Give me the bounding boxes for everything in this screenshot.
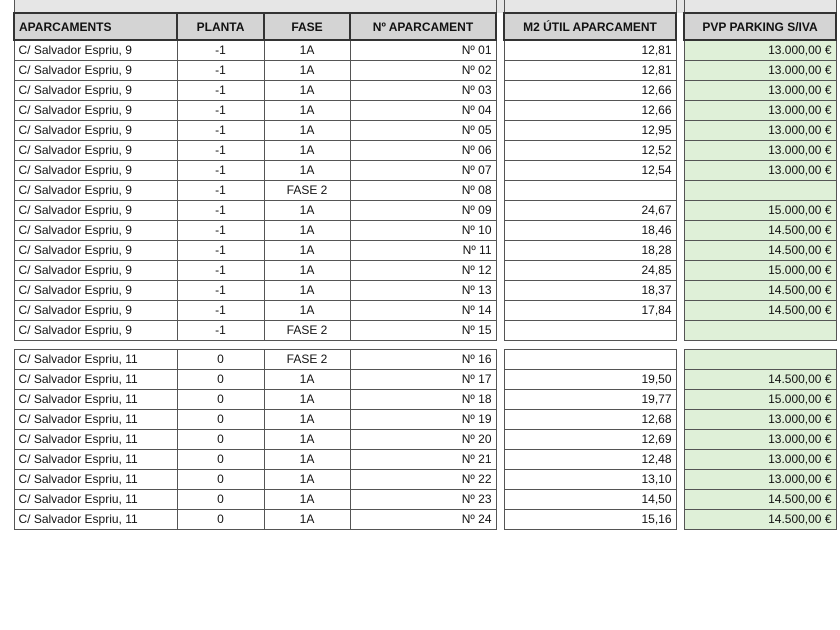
cell-m2: 12,52 [504,140,676,160]
table-row [14,489,836,509]
cell-pvp: 14.500,00 € [684,280,836,300]
cell-numero: Nº 08 [350,180,496,200]
cell-fase: 1A [264,509,350,529]
table-row [14,389,836,409]
cell-numero: Nº 24 [350,509,496,529]
cell-address: C/ Salvador Espriu, 9 [14,160,177,180]
cell-address: C/ Salvador Espriu, 9 [14,100,177,120]
cell-numero: Nº 09 [350,200,496,220]
cell-address: C/ Salvador Espriu, 9 [14,220,177,240]
header-fase: FASE [264,13,350,40]
table-row [14,140,836,160]
cell-address: C/ Salvador Espriu, 9 [14,320,177,340]
cell-m2: 15,16 [504,509,676,529]
cell-m2: 18,46 [504,220,676,240]
cell-planta: -1 [177,280,264,300]
cell-numero: Nº 06 [350,140,496,160]
cell-pvp: 13.000,00 € [684,40,836,60]
cell-pvp: 15.000,00 € [684,200,836,220]
cell-address: C/ Salvador Espriu, 11 [14,489,177,509]
cell-fase: 1A [264,280,350,300]
cell-address: C/ Salvador Espriu, 11 [14,349,177,369]
cell-address: C/ Salvador Espriu, 11 [14,369,177,389]
header-m2: M2 ÚTIL APARCAMENT [504,13,676,40]
header-address: APARCAMENTS [14,13,177,40]
cell-numero: Nº 10 [350,220,496,240]
cell-pvp: 13.000,00 € [684,409,836,429]
table-row [14,240,836,260]
header-numero: Nº APARCAMENT [350,13,496,40]
cell-m2: 12,66 [504,100,676,120]
cell-address: C/ Salvador Espriu, 9 [14,280,177,300]
parking-table [13,0,837,530]
cell-pvp: 14.500,00 € [684,220,836,240]
table-row [14,40,836,60]
cell-numero: Nº 17 [350,369,496,389]
table-row [14,80,836,100]
cell-fase: FASE 2 [264,180,350,200]
cell-fase: 1A [264,260,350,280]
cell-fase: 1A [264,60,350,80]
table-row [14,509,836,529]
cell-pvp: 13.000,00 € [684,140,836,160]
cell-pvp: 13.000,00 € [684,80,836,100]
cell-address: C/ Salvador Espriu, 9 [14,120,177,140]
cell-pvp: 14.500,00 € [684,509,836,529]
header-row [14,13,836,40]
cell-pvp [684,180,836,200]
cell-numero: Nº 19 [350,409,496,429]
cell-pvp: 13.000,00 € [684,429,836,449]
cell-pvp: 13.000,00 € [684,469,836,489]
cell-address: C/ Salvador Espriu, 9 [14,200,177,220]
cell-fase: 1A [264,240,350,260]
cell-planta: 0 [177,429,264,449]
cell-m2 [504,180,676,200]
cell-planta: 0 [177,469,264,489]
cell-fase: 1A [264,200,350,220]
cell-numero: Nº 14 [350,300,496,320]
cell-numero: Nº 11 [350,240,496,260]
cell-fase: 1A [264,369,350,389]
cell-planta: 0 [177,449,264,469]
cell-address: C/ Salvador Espriu, 11 [14,509,177,529]
table-row [14,469,836,489]
cell-m2: 12,48 [504,449,676,469]
cell-numero: Nº 18 [350,389,496,409]
cell-m2: 13,10 [504,469,676,489]
cell-m2: 17,84 [504,300,676,320]
cell-m2: 19,50 [504,369,676,389]
cell-m2: 24,67 [504,200,676,220]
table-row [14,369,836,389]
table-row [14,409,836,429]
cell-planta: -1 [177,260,264,280]
table-row [14,320,836,340]
table-row [14,280,836,300]
cell-address: C/ Salvador Espriu, 9 [14,300,177,320]
cell-numero: Nº 23 [350,489,496,509]
cell-address: C/ Salvador Espriu, 11 [14,449,177,469]
group-separator [14,340,836,349]
cell-pvp: 15.000,00 € [684,260,836,280]
cell-planta: -1 [177,60,264,80]
cell-address: C/ Salvador Espriu, 9 [14,60,177,80]
cell-fase: 1A [264,489,350,509]
cell-numero: Nº 20 [350,429,496,449]
cell-address: C/ Salvador Espriu, 9 [14,260,177,280]
cell-planta: -1 [177,300,264,320]
cell-pvp: 13.000,00 € [684,120,836,140]
table-row [14,60,836,80]
cell-planta: -1 [177,200,264,220]
cell-m2: 18,28 [504,240,676,260]
cell-numero: Nº 02 [350,60,496,80]
cell-fase: 1A [264,40,350,60]
cell-fase: 1A [264,80,350,100]
cell-pvp: 15.000,00 € [684,389,836,409]
header-pvp: PVP PARKING S/IVA [684,13,836,40]
cell-address: C/ Salvador Espriu, 9 [14,240,177,260]
cell-m2: 12,69 [504,429,676,449]
cell-planta: -1 [177,160,264,180]
table-row [14,449,836,469]
cell-fase: 1A [264,220,350,240]
header-planta: PLANTA [177,13,264,40]
cell-pvp: 14.500,00 € [684,300,836,320]
cell-numero: Nº 21 [350,449,496,469]
cell-m2: 12,66 [504,80,676,100]
cell-m2: 24,85 [504,260,676,280]
cell-numero: Nº 16 [350,349,496,369]
cell-fase: 1A [264,140,350,160]
cell-planta: -1 [177,220,264,240]
cell-fase: 1A [264,120,350,140]
cell-planta: 0 [177,509,264,529]
cell-numero: Nº 07 [350,160,496,180]
table-row [14,180,836,200]
cell-address: C/ Salvador Espriu, 11 [14,409,177,429]
cell-fase: 1A [264,469,350,489]
table-row [14,220,836,240]
cell-m2 [504,349,676,369]
table-row [14,100,836,120]
cell-address: C/ Salvador Espriu, 11 [14,469,177,489]
cell-m2: 12,81 [504,40,676,60]
cell-pvp [684,320,836,340]
cell-fase: FASE 2 [264,320,350,340]
cell-planta: -1 [177,120,264,140]
cell-address: C/ Salvador Espriu, 11 [14,389,177,409]
table-row [14,200,836,220]
cell-fase: 1A [264,300,350,320]
cell-address: C/ Salvador Espriu, 9 [14,180,177,200]
cell-planta: 0 [177,369,264,389]
cell-planta: 0 [177,349,264,369]
cell-m2: 18,37 [504,280,676,300]
cell-planta: -1 [177,140,264,160]
cell-pvp: 14.500,00 € [684,489,836,509]
cell-numero: Nº 13 [350,280,496,300]
cell-m2: 12,54 [504,160,676,180]
cell-planta: -1 [177,80,264,100]
cell-numero: Nº 01 [350,40,496,60]
cell-numero: Nº 15 [350,320,496,340]
cell-pvp: 13.000,00 € [684,160,836,180]
table-row [14,160,836,180]
cell-numero: Nº 04 [350,100,496,120]
top-stub-row [14,0,836,13]
cell-address: C/ Salvador Espriu, 11 [14,429,177,449]
cell-address: C/ Salvador Espriu, 9 [14,140,177,160]
table-row [14,120,836,140]
cell-pvp: 13.000,00 € [684,100,836,120]
cell-numero: Nº 03 [350,80,496,100]
cell-planta: -1 [177,320,264,340]
table-row [14,349,836,369]
cell-planta: -1 [177,40,264,60]
cell-numero: Nº 05 [350,120,496,140]
cell-pvp: 13.000,00 € [684,449,836,469]
cell-fase: FASE 2 [264,349,350,369]
cell-fase: 1A [264,389,350,409]
cell-address: C/ Salvador Espriu, 9 [14,80,177,100]
cell-pvp [684,349,836,369]
cell-fase: 1A [264,449,350,469]
cell-planta: 0 [177,489,264,509]
cell-planta: 0 [177,409,264,429]
cell-fase: 1A [264,100,350,120]
cell-fase: 1A [264,429,350,449]
cell-fase: 1A [264,160,350,180]
table-row [14,260,836,280]
cell-m2: 12,95 [504,120,676,140]
table-row [14,429,836,449]
cell-pvp: 14.500,00 € [684,369,836,389]
cell-m2: 12,81 [504,60,676,80]
cell-numero: Nº 12 [350,260,496,280]
cell-pvp: 13.000,00 € [684,60,836,80]
cell-planta: -1 [177,180,264,200]
cell-pvp: 14.500,00 € [684,240,836,260]
cell-planta: 0 [177,389,264,409]
cell-m2: 14,50 [504,489,676,509]
cell-planta: -1 [177,100,264,120]
cell-fase: 1A [264,409,350,429]
cell-planta: -1 [177,240,264,260]
cell-m2: 12,68 [504,409,676,429]
cell-address: C/ Salvador Espriu, 9 [14,40,177,60]
cell-numero: Nº 22 [350,469,496,489]
table-row [14,300,836,320]
cell-m2 [504,320,676,340]
cell-m2: 19,77 [504,389,676,409]
